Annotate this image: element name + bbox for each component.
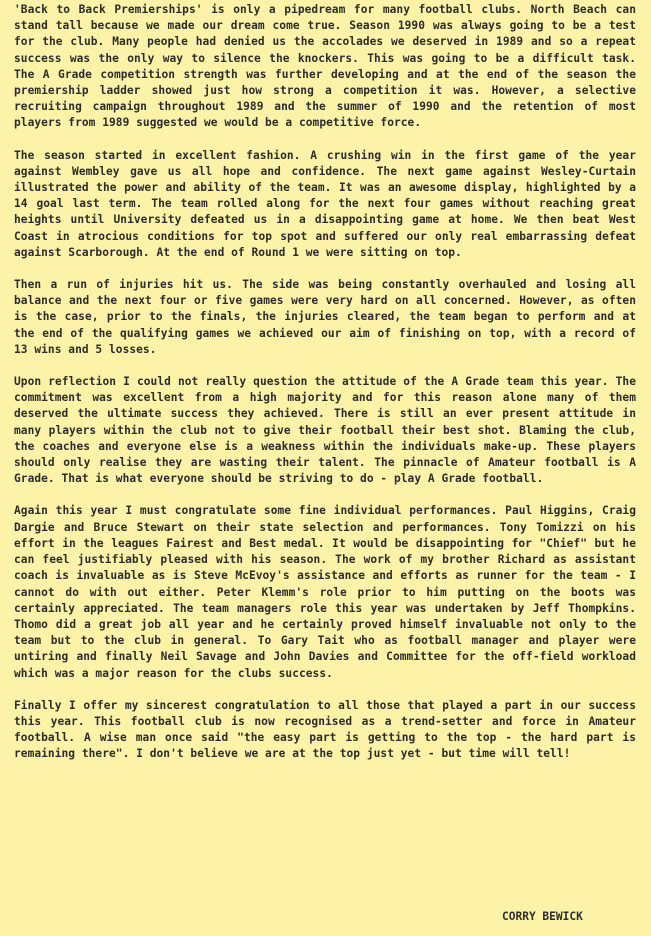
paragraph: Finally I offer my sincerest congratulation to all those that played a part in our success this year. This football club is now recognised as a trend-setter and force in Amateur football. A wise man once said "the easy part is getting to the top - the hard part is remaining there". I don't believe we are at the top just yet - but time will tell! — [14, 698, 636, 761]
paragraph: 'Back to Back Premierships' is only a pipedream for many football clubs. North Beach can stand tall because we made our dream come true. Season 1990 was always going to be a test for the club. Many people had denied us the accolades we deserved in 1989 and so a repeat success was the only way to silence the knockers. This was going to be a difficult task. The A Grade competition strength was further developing and at the end of the season the premiership ladder showed just how strong a competition it was. However, a selective recruiting campaign throughout 1989 and the summer of 1990 and the retention of most players from 1989 suggested we would be a competitive force. — [14, 3, 636, 130]
paragraph: Upon reflection I could not really question the attitude of the A Grade team this year. The commitment was excellent from a high majority and for this reason alone many of them deserved the ultimate success they achieved. There is still an ever present attitude in many players within the club not to give their football their best shot. Blaming the club, the coaches and everyone else is a weakness within the individuals make-up. These players should only realise they are wasting their talent. The pinnacle of Amateur football is A Grade. That is what everyone should be striving to do - play A Grade football. — [14, 375, 636, 486]
paragraph: Again this year I must congratulate some fine individual performances. Paul Higgins, Craig Dargie and Bruce Stewart on their state selection and performances. Tony Tomizzi on his effort in the leagues Fairest and Best medal. It would be disappointing for "Chief" but he can feel justifiably pleased with his season. The work of my brother Richard as assistant coach is invaluable as is Steve McEvoy's assistance and efforts as runner for the team - I cannot do with out either. Peter Klemm's role prior to him putting on the boots was certainly appreciated. The team managers role this year was undertaken by Jeff Thompkins. Thomo did a great job all year and he certainly proved himself invaluable not only to the team but to the club in general. To Gary Tait who as football manager and player were untiring and finally Neil Savage and John Davies and Committee for the off-field workload which was a major reason for the clubs success. — [14, 504, 636, 680]
paragraph: Then a run of injuries hit us. The side was being constantly overhauled and losing all balance and the next four or five games were very hard on all concerned. However, as often is the case, prior to the finals, the injuries cleared, the team began to perform and at the end of the qualifying games we achieved our aim of finishing on top, with a record of 13 wins and 5 losses. — [14, 278, 636, 356]
report-body — [14, 2, 636, 779]
author-signature: CORRY BEWICK — [502, 910, 583, 923]
paragraph: The season started in excellent fashion. A crushing win in the first game of the year against Wembley gave us all hope and confidence. The next game against Wesley-Curtain illustrated the power and ability of the team. It was an awesome display, highlighted by a 14 goal last term. The team rolled along for the next four games without reaching great heights until University defeated us in a disappointing game at home. We then beat West Coast in atrocious conditions for top spot and suffered our only real embarrassing defeat against Scarborough. At the end of Round 1 we were sitting on top. — [14, 148, 636, 259]
